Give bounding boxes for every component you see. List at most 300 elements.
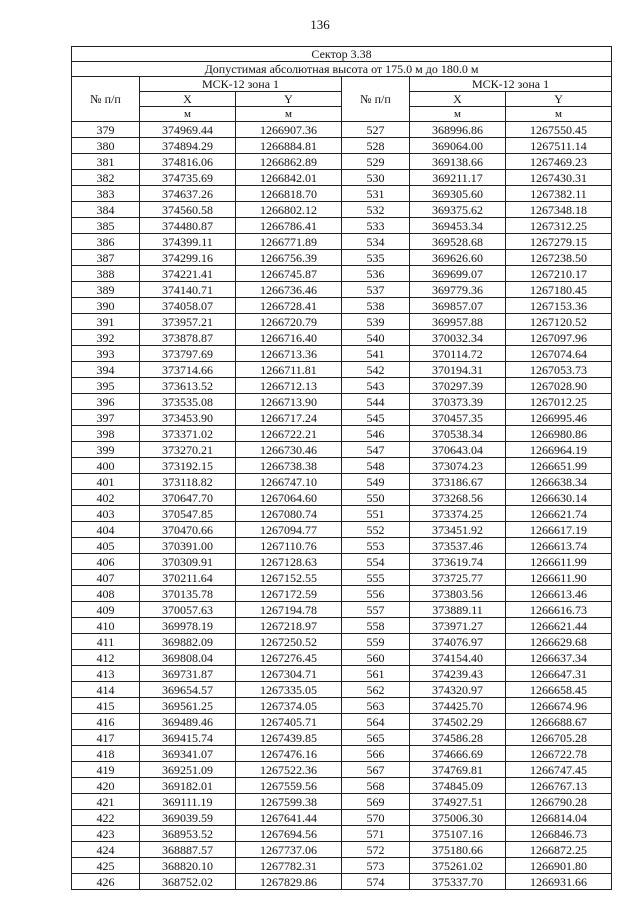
cell-y-left: 1267128.63 <box>236 554 342 570</box>
table-row <box>72 346 612 362</box>
y-header-left: Y <box>236 92 342 107</box>
cell-x-left: 374299.16 <box>140 250 236 266</box>
cell-y-right: 1267550.45 <box>506 122 612 138</box>
cell-x-left: 369415.74 <box>140 730 236 746</box>
cell-x-left: 373270.21 <box>140 442 236 458</box>
cell-x-left: 374894.29 <box>140 138 236 154</box>
cell-y-left: 1266802.12 <box>236 202 342 218</box>
cell-x-left: 368887.57 <box>140 842 236 858</box>
cell-x-right: 374666.69 <box>410 746 506 762</box>
cell-num-right: 569 <box>342 794 410 810</box>
cell-num-right: 548 <box>342 458 410 474</box>
page-number: 136 <box>310 17 330 32</box>
table-row <box>72 506 612 522</box>
cell-y-right: 1266629.68 <box>506 634 612 650</box>
cell-y-right: 1267279.15 <box>506 234 612 250</box>
cell-x-right: 373537.46 <box>410 538 506 554</box>
table-row <box>72 746 612 762</box>
cell-x-left: 370647.70 <box>140 490 236 506</box>
num-header-left: № п/п <box>72 77 140 122</box>
cell-num-left: 409 <box>72 602 140 618</box>
table-row <box>72 538 612 554</box>
table-row <box>72 650 612 666</box>
cell-num-right: 553 <box>342 538 410 554</box>
cell-x-right: 373374.25 <box>410 506 506 522</box>
cell-num-left: 412 <box>72 650 140 666</box>
table-row <box>72 362 612 378</box>
cell-x-right: 374502.29 <box>410 714 506 730</box>
cell-y-right: 1267430.31 <box>506 170 612 186</box>
table-row <box>72 394 612 410</box>
cell-x-left: 369489.46 <box>140 714 236 730</box>
cell-num-left: 414 <box>72 682 140 698</box>
cell-x-right: 370457.35 <box>410 410 506 426</box>
cell-num-right: 562 <box>342 682 410 698</box>
cell-y-left: 1267094.77 <box>236 522 342 538</box>
cell-num-left: 426 <box>72 874 140 890</box>
cell-x-right: 369626.60 <box>410 250 506 266</box>
cell-num-left: 397 <box>72 410 140 426</box>
unit-y-left: м <box>236 107 342 122</box>
cell-x-left: 374058.07 <box>140 298 236 314</box>
cell-x-left: 373957.21 <box>140 314 236 330</box>
cell-y-left: 1266786.41 <box>236 218 342 234</box>
cell-num-left: 399 <box>72 442 140 458</box>
cell-x-left: 373535.08 <box>140 394 236 410</box>
cell-num-right: 574 <box>342 874 410 890</box>
table-row <box>72 266 612 282</box>
cell-x-left: 373878.87 <box>140 330 236 346</box>
cell-x-right: 374586.28 <box>410 730 506 746</box>
cell-num-left: 404 <box>72 522 140 538</box>
cell-y-left: 1266907.36 <box>236 122 342 138</box>
cell-num-right: 545 <box>342 410 410 426</box>
cell-num-left: 396 <box>72 394 140 410</box>
table-row <box>72 778 612 794</box>
cell-x-left: 374735.69 <box>140 170 236 186</box>
cell-x-left: 370057.63 <box>140 602 236 618</box>
cell-num-right: 532 <box>342 202 410 218</box>
cell-num-right: 539 <box>342 314 410 330</box>
cell-y-left: 1266745.87 <box>236 266 342 282</box>
cell-num-right: 533 <box>342 218 410 234</box>
cell-x-right: 375180.66 <box>410 842 506 858</box>
cell-x-right: 374425.70 <box>410 698 506 714</box>
cell-num-right: 565 <box>342 730 410 746</box>
cell-num-left: 392 <box>72 330 140 346</box>
cell-x-right: 373725.77 <box>410 570 506 586</box>
cell-num-left: 402 <box>72 490 140 506</box>
table-row <box>72 282 612 298</box>
cell-x-left: 368953.52 <box>140 826 236 842</box>
cell-num-left: 387 <box>72 250 140 266</box>
cell-num-right: 540 <box>342 330 410 346</box>
cell-x-left: 369731.87 <box>140 666 236 682</box>
cell-y-right: 1266621.44 <box>506 618 612 634</box>
cell-y-right: 1266747.45 <box>506 762 612 778</box>
cell-num-right: 534 <box>342 234 410 250</box>
cell-num-left: 381 <box>72 154 140 170</box>
cell-num-right: 563 <box>342 698 410 714</box>
cell-num-right: 572 <box>342 842 410 858</box>
cell-x-right: 374927.51 <box>410 794 506 810</box>
table-row <box>72 330 612 346</box>
cell-num-right: 558 <box>342 618 410 634</box>
cell-x-right: 369064.00 <box>410 138 506 154</box>
coordinates-table <box>71 46 612 890</box>
cell-y-right: 1266722.78 <box>506 746 612 762</box>
cell-x-left: 373714.66 <box>140 362 236 378</box>
cell-y-right: 1266647.31 <box>506 666 612 682</box>
cell-num-right: 552 <box>342 522 410 538</box>
cell-y-right: 1266613.74 <box>506 538 612 554</box>
cell-num-left: 405 <box>72 538 140 554</box>
table-row <box>72 858 612 874</box>
cell-x-right: 370373.39 <box>410 394 506 410</box>
cell-x-right: 373451.92 <box>410 522 506 538</box>
cell-x-left: 374140.71 <box>140 282 236 298</box>
table-row <box>72 698 612 714</box>
cell-x-left: 369182.01 <box>140 778 236 794</box>
table-row <box>72 826 612 842</box>
cell-y-left: 1266862.89 <box>236 154 342 170</box>
cell-y-left: 1267110.76 <box>236 538 342 554</box>
cell-y-right: 1267074.64 <box>506 346 612 362</box>
cell-y-right: 1266980.86 <box>506 426 612 442</box>
table-row <box>72 186 612 202</box>
sector-title: Сектор 3.38 <box>72 47 612 62</box>
cell-x-right: 375337.70 <box>410 874 506 890</box>
table-row <box>72 794 612 810</box>
cell-num-right: 542 <box>342 362 410 378</box>
cell-y-right: 1266613.46 <box>506 586 612 602</box>
cell-num-left: 380 <box>72 138 140 154</box>
cell-num-left: 411 <box>72 634 140 650</box>
cell-y-left: 1267641.44 <box>236 810 342 826</box>
cell-y-left: 1266842.01 <box>236 170 342 186</box>
cell-num-left: 403 <box>72 506 140 522</box>
cell-x-right: 369528.68 <box>410 234 506 250</box>
cell-y-left: 1267694.56 <box>236 826 342 842</box>
table-row <box>72 202 612 218</box>
cell-y-right: 1267120.52 <box>506 314 612 330</box>
table-row <box>72 730 612 746</box>
cell-num-right: 573 <box>342 858 410 874</box>
cell-x-right: 373074.23 <box>410 458 506 474</box>
cell-x-right: 373619.74 <box>410 554 506 570</box>
system-header-right: МСК-12 зона 1 <box>410 77 612 92</box>
cell-num-right: 529 <box>342 154 410 170</box>
cell-y-left: 1266716.40 <box>236 330 342 346</box>
cell-y-left: 1266730.46 <box>236 442 342 458</box>
cell-x-left: 369341.07 <box>140 746 236 762</box>
cell-num-left: 415 <box>72 698 140 714</box>
table-row <box>72 442 612 458</box>
cell-y-left: 1266720.79 <box>236 314 342 330</box>
cell-num-left: 389 <box>72 282 140 298</box>
cell-x-right: 369305.60 <box>410 186 506 202</box>
cell-num-left: 383 <box>72 186 140 202</box>
cell-num-left: 385 <box>72 218 140 234</box>
cell-num-left: 390 <box>72 298 140 314</box>
cell-num-right: 536 <box>342 266 410 282</box>
cell-x-right: 374845.09 <box>410 778 506 794</box>
cell-y-left: 1267476.16 <box>236 746 342 762</box>
cell-num-right: 564 <box>342 714 410 730</box>
table-row <box>72 522 612 538</box>
cell-y-right: 1266688.67 <box>506 714 612 730</box>
cell-num-left: 394 <box>72 362 140 378</box>
cell-y-left: 1267218.97 <box>236 618 342 634</box>
cell-x-right: 369375.62 <box>410 202 506 218</box>
cell-y-left: 1267152.55 <box>236 570 342 586</box>
cell-x-left: 369978.19 <box>140 618 236 634</box>
cell-y-left: 1267172.59 <box>236 586 342 602</box>
cell-y-left: 1267522.36 <box>236 762 342 778</box>
cell-num-right: 551 <box>342 506 410 522</box>
cell-num-right: 571 <box>342 826 410 842</box>
cell-y-left: 1266717.24 <box>236 410 342 426</box>
table-row <box>72 618 612 634</box>
cell-y-right: 1267012.25 <box>506 394 612 410</box>
cell-x-right: 375261.02 <box>410 858 506 874</box>
cell-num-left: 419 <box>72 762 140 778</box>
table-row <box>72 170 612 186</box>
cell-x-left: 373613.52 <box>140 378 236 394</box>
cell-x-left: 373371.02 <box>140 426 236 442</box>
cell-x-left: 369561.25 <box>140 698 236 714</box>
table-row <box>72 426 612 442</box>
table-row <box>72 410 612 426</box>
cell-y-right: 1266658.45 <box>506 682 612 698</box>
cell-y-left: 1267064.60 <box>236 490 342 506</box>
cell-x-left: 374816.06 <box>140 154 236 170</box>
cell-y-left: 1266713.90 <box>236 394 342 410</box>
table-row <box>72 602 612 618</box>
cell-y-left: 1266711.81 <box>236 362 342 378</box>
cell-x-left: 373453.90 <box>140 410 236 426</box>
cell-num-left: 425 <box>72 858 140 874</box>
cell-num-left: 407 <box>72 570 140 586</box>
cell-y-right: 1266872.25 <box>506 842 612 858</box>
cell-num-right: 561 <box>342 666 410 682</box>
table-row <box>72 490 612 506</box>
cell-x-left: 368752.02 <box>140 874 236 890</box>
cell-x-left: 370391.00 <box>140 538 236 554</box>
table-row <box>72 762 612 778</box>
cell-y-right: 1267180.45 <box>506 282 612 298</box>
table-row <box>72 586 612 602</box>
cell-num-left: 401 <box>72 474 140 490</box>
cell-num-right: 554 <box>342 554 410 570</box>
cell-num-left: 422 <box>72 810 140 826</box>
table-row <box>72 714 612 730</box>
cell-num-right: 567 <box>342 762 410 778</box>
cell-num-left: 388 <box>72 266 140 282</box>
cell-num-left: 406 <box>72 554 140 570</box>
cell-num-left: 382 <box>72 170 140 186</box>
cell-num-right: 531 <box>342 186 410 202</box>
cell-num-left: 398 <box>72 426 140 442</box>
cell-num-left: 384 <box>72 202 140 218</box>
cell-x-right: 370194.31 <box>410 362 506 378</box>
cell-x-right: 373268.56 <box>410 490 506 506</box>
cell-num-right: 537 <box>342 282 410 298</box>
table-row <box>72 554 612 570</box>
cell-num-left: 418 <box>72 746 140 762</box>
cell-y-right: 1267153.36 <box>506 298 612 314</box>
cell-y-left: 1266884.81 <box>236 138 342 154</box>
cell-y-left: 1267335.05 <box>236 682 342 698</box>
table-row <box>72 682 612 698</box>
cell-x-right: 375107.16 <box>410 826 506 842</box>
table-row <box>72 218 612 234</box>
cell-y-right: 1266651.99 <box>506 458 612 474</box>
cell-x-left: 368820.10 <box>140 858 236 874</box>
cell-y-right: 1266616.73 <box>506 602 612 618</box>
cell-y-left: 1267080.74 <box>236 506 342 522</box>
cell-num-left: 417 <box>72 730 140 746</box>
x-header-right: X <box>410 92 506 107</box>
cell-x-left: 374969.44 <box>140 122 236 138</box>
num-header-right: № п/п <box>342 77 410 122</box>
cell-y-right: 1266901.80 <box>506 858 612 874</box>
cell-y-left: 1267276.45 <box>236 650 342 666</box>
cell-x-right: 370538.34 <box>410 426 506 442</box>
cell-num-left: 413 <box>72 666 140 682</box>
cell-num-right: 549 <box>342 474 410 490</box>
table-row <box>72 874 612 890</box>
cell-y-right: 1267469.23 <box>506 154 612 170</box>
cell-num-right: 541 <box>342 346 410 362</box>
cell-num-right: 566 <box>342 746 410 762</box>
cell-x-right: 370297.39 <box>410 378 506 394</box>
table-row <box>72 138 612 154</box>
cell-x-right: 374239.43 <box>410 666 506 682</box>
cell-y-right: 1266846.73 <box>506 826 612 842</box>
cell-x-right: 370032.34 <box>410 330 506 346</box>
cell-x-right: 373971.27 <box>410 618 506 634</box>
cell-x-right: 369779.36 <box>410 282 506 298</box>
cell-x-right: 369699.07 <box>410 266 506 282</box>
cell-x-right: 374154.40 <box>410 650 506 666</box>
cell-y-right: 1266705.28 <box>506 730 612 746</box>
cell-y-left: 1267439.85 <box>236 730 342 746</box>
unit-y-right: м <box>506 107 612 122</box>
cell-y-right: 1266995.46 <box>506 410 612 426</box>
cell-y-left: 1266722.21 <box>236 426 342 442</box>
cell-y-left: 1266747.10 <box>236 474 342 490</box>
cell-y-right: 1266674.96 <box>506 698 612 714</box>
cell-y-left: 1267559.56 <box>236 778 342 794</box>
cell-x-left: 369111.19 <box>140 794 236 810</box>
cell-num-left: 421 <box>72 794 140 810</box>
cell-num-left: 379 <box>72 122 140 138</box>
cell-num-right: 543 <box>342 378 410 394</box>
table-row <box>72 810 612 826</box>
cell-num-right: 560 <box>342 650 410 666</box>
cell-y-left: 1266713.36 <box>236 346 342 362</box>
table-row <box>72 458 612 474</box>
cell-x-left: 369251.09 <box>140 762 236 778</box>
cell-y-right: 1267312.25 <box>506 218 612 234</box>
cell-y-left: 1267405.71 <box>236 714 342 730</box>
cell-num-left: 386 <box>72 234 140 250</box>
cell-y-right: 1267210.17 <box>506 266 612 282</box>
cell-num-right: 528 <box>342 138 410 154</box>
cell-x-right: 369138.66 <box>410 154 506 170</box>
cell-y-left: 1267374.05 <box>236 698 342 714</box>
table-row <box>72 378 612 394</box>
cell-y-right: 1266617.19 <box>506 522 612 538</box>
cell-num-right: 538 <box>342 298 410 314</box>
cell-y-left: 1266712.13 <box>236 378 342 394</box>
cell-y-left: 1266818.70 <box>236 186 342 202</box>
cell-num-right: 544 <box>342 394 410 410</box>
system-header-left: МСК-12 зона 1 <box>140 77 342 92</box>
cell-y-right: 1266790.28 <box>506 794 612 810</box>
table-row <box>72 474 612 490</box>
cell-num-left: 391 <box>72 314 140 330</box>
cell-x-left: 370309.91 <box>140 554 236 570</box>
cell-x-right: 374076.97 <box>410 634 506 650</box>
cell-x-right: 369957.88 <box>410 314 506 330</box>
cell-x-left: 369654.57 <box>140 682 236 698</box>
y-header-right: Y <box>506 92 612 107</box>
cell-x-right: 374769.81 <box>410 762 506 778</box>
cell-x-right: 373889.11 <box>410 602 506 618</box>
cell-y-right: 1267511.14 <box>506 138 612 154</box>
table-row <box>72 570 612 586</box>
cell-x-left: 374480.87 <box>140 218 236 234</box>
cell-num-right: 527 <box>342 122 410 138</box>
cell-x-left: 369882.09 <box>140 634 236 650</box>
cell-x-left: 370135.78 <box>140 586 236 602</box>
cell-num-right: 550 <box>342 490 410 506</box>
cell-x-right: 369211.17 <box>410 170 506 186</box>
cell-x-left: 370470.66 <box>140 522 236 538</box>
cell-x-left: 370547.85 <box>140 506 236 522</box>
cell-y-left: 1266771.89 <box>236 234 342 250</box>
cell-num-left: 416 <box>72 714 140 730</box>
cell-x-right: 368996.86 <box>410 122 506 138</box>
table-row <box>72 250 612 266</box>
cell-num-left: 424 <box>72 842 140 858</box>
cell-y-left: 1267304.71 <box>236 666 342 682</box>
cell-num-right: 556 <box>342 586 410 602</box>
unit-x-right: м <box>410 107 506 122</box>
table-row <box>72 234 612 250</box>
cell-num-left: 400 <box>72 458 140 474</box>
cell-y-right: 1267348.18 <box>506 202 612 218</box>
cell-y-left: 1267599.38 <box>236 794 342 810</box>
table-row <box>72 122 612 138</box>
cell-num-left: 395 <box>72 378 140 394</box>
cell-num-right: 546 <box>342 426 410 442</box>
cell-y-right: 1267053.73 <box>506 362 612 378</box>
unit-x-left: м <box>140 107 236 122</box>
table-header <box>72 47 612 122</box>
cell-x-right: 369857.07 <box>410 298 506 314</box>
cell-y-right: 1266621.74 <box>506 506 612 522</box>
cell-num-right: 530 <box>342 170 410 186</box>
height-range: Допустимая абсолютная высота от 175.0 м до 180.0 м <box>72 62 612 77</box>
table-row <box>72 666 612 682</box>
cell-y-left: 1266728.41 <box>236 298 342 314</box>
cell-y-left: 1267782.31 <box>236 858 342 874</box>
cell-num-left: 423 <box>72 826 140 842</box>
cell-x-left: 369808.04 <box>140 650 236 666</box>
